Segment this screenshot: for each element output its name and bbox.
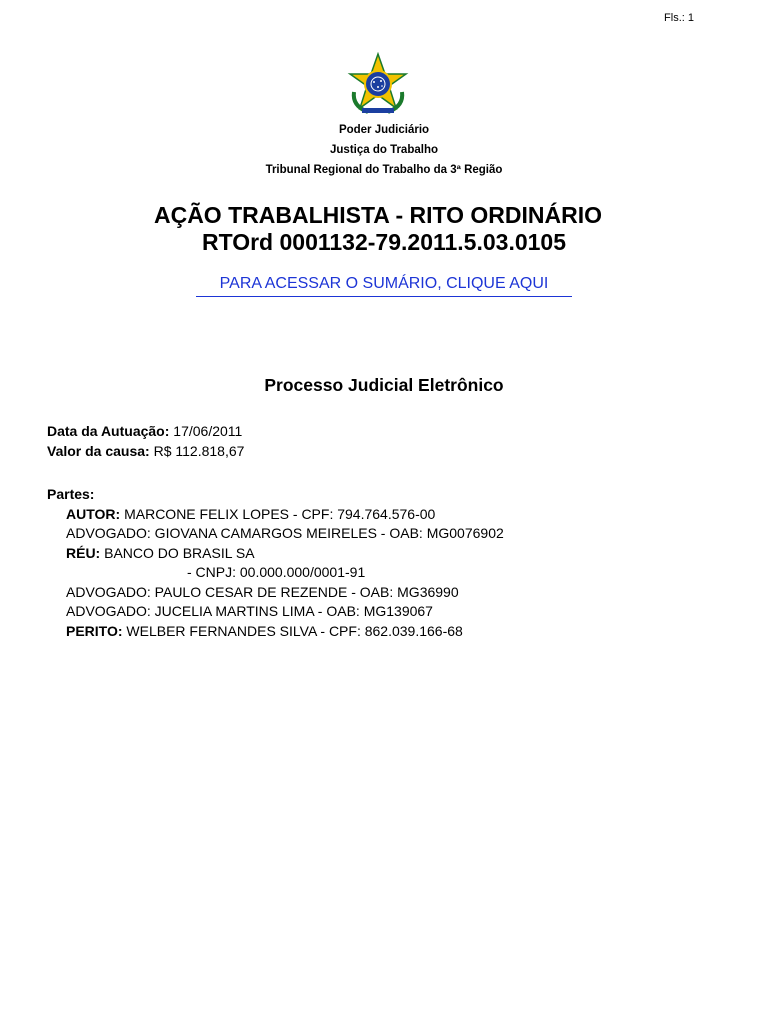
perito-value: WELBER FERNANDES SILVA - CPF: 862.039.166-68 [126,622,463,639]
valor-value: R$ 112.818,67 [153,442,245,459]
autuacao-label: Data da Autuação: [47,423,170,439]
advogado-row-3: ADVOGADO: JUCELIA MARTINS LIMA - OAB: MG139067 [66,603,433,619]
advogado-row-1: ADVOGADO: GIOVANA CAMARGOS MEIRELES - OAB: MG0076902 [66,525,504,541]
autuacao-row [47,422,244,442]
reu-cnpj-row: - CNPJ: 00.000.000/0001-91 [187,564,366,580]
document-title: AÇÃO TRABALHISTA - RITO ORDINÁRIO [153,202,603,228]
summary-link[interactable]: PARA ACESSAR O SUMÁRIO, CLIQUE AQUI [196,275,572,297]
org-line-tribunal: Tribunal Regional do Trabalho da 3ª Região [265,164,503,176]
brazil-coat-of-arms-icon [344,52,412,116]
perito-label: PERITO: [66,622,123,639]
advogado-row-2: ADVOGADO: PAULO CESAR DE REZENDE - OAB: MG36990 [66,583,459,600]
autor-label: AUTOR: [66,505,121,522]
autor-row [47,505,504,525]
autuacao-value: 17/06/2011 [173,423,243,439]
reu-label: RÉU: [66,544,101,561]
org-line-justica-do-trabalho: Justiça do Trabalho [330,144,438,156]
parties-section [47,485,504,641]
org-line-poder-judiciario: Poder Judiciário [338,124,430,136]
section-title: Processo Judicial Eletrônico [264,375,504,395]
valor-label: Valor da causa: [47,442,150,459]
reu-row [47,544,504,564]
valor-row [47,442,244,462]
reu-value: BANCO DO BRASIL SA [104,544,255,561]
perito-row [47,622,504,642]
page-number: Fls.: 1 [664,12,694,24]
partes-label: Partes: [47,486,95,502]
process-number: RTOrd 0001132-79.2011.5.03.0105 [201,229,567,255]
autor-value: MARCONE FELIX LOPES - CPF: 794.764.576-00 [124,505,436,522]
case-details [47,422,244,461]
